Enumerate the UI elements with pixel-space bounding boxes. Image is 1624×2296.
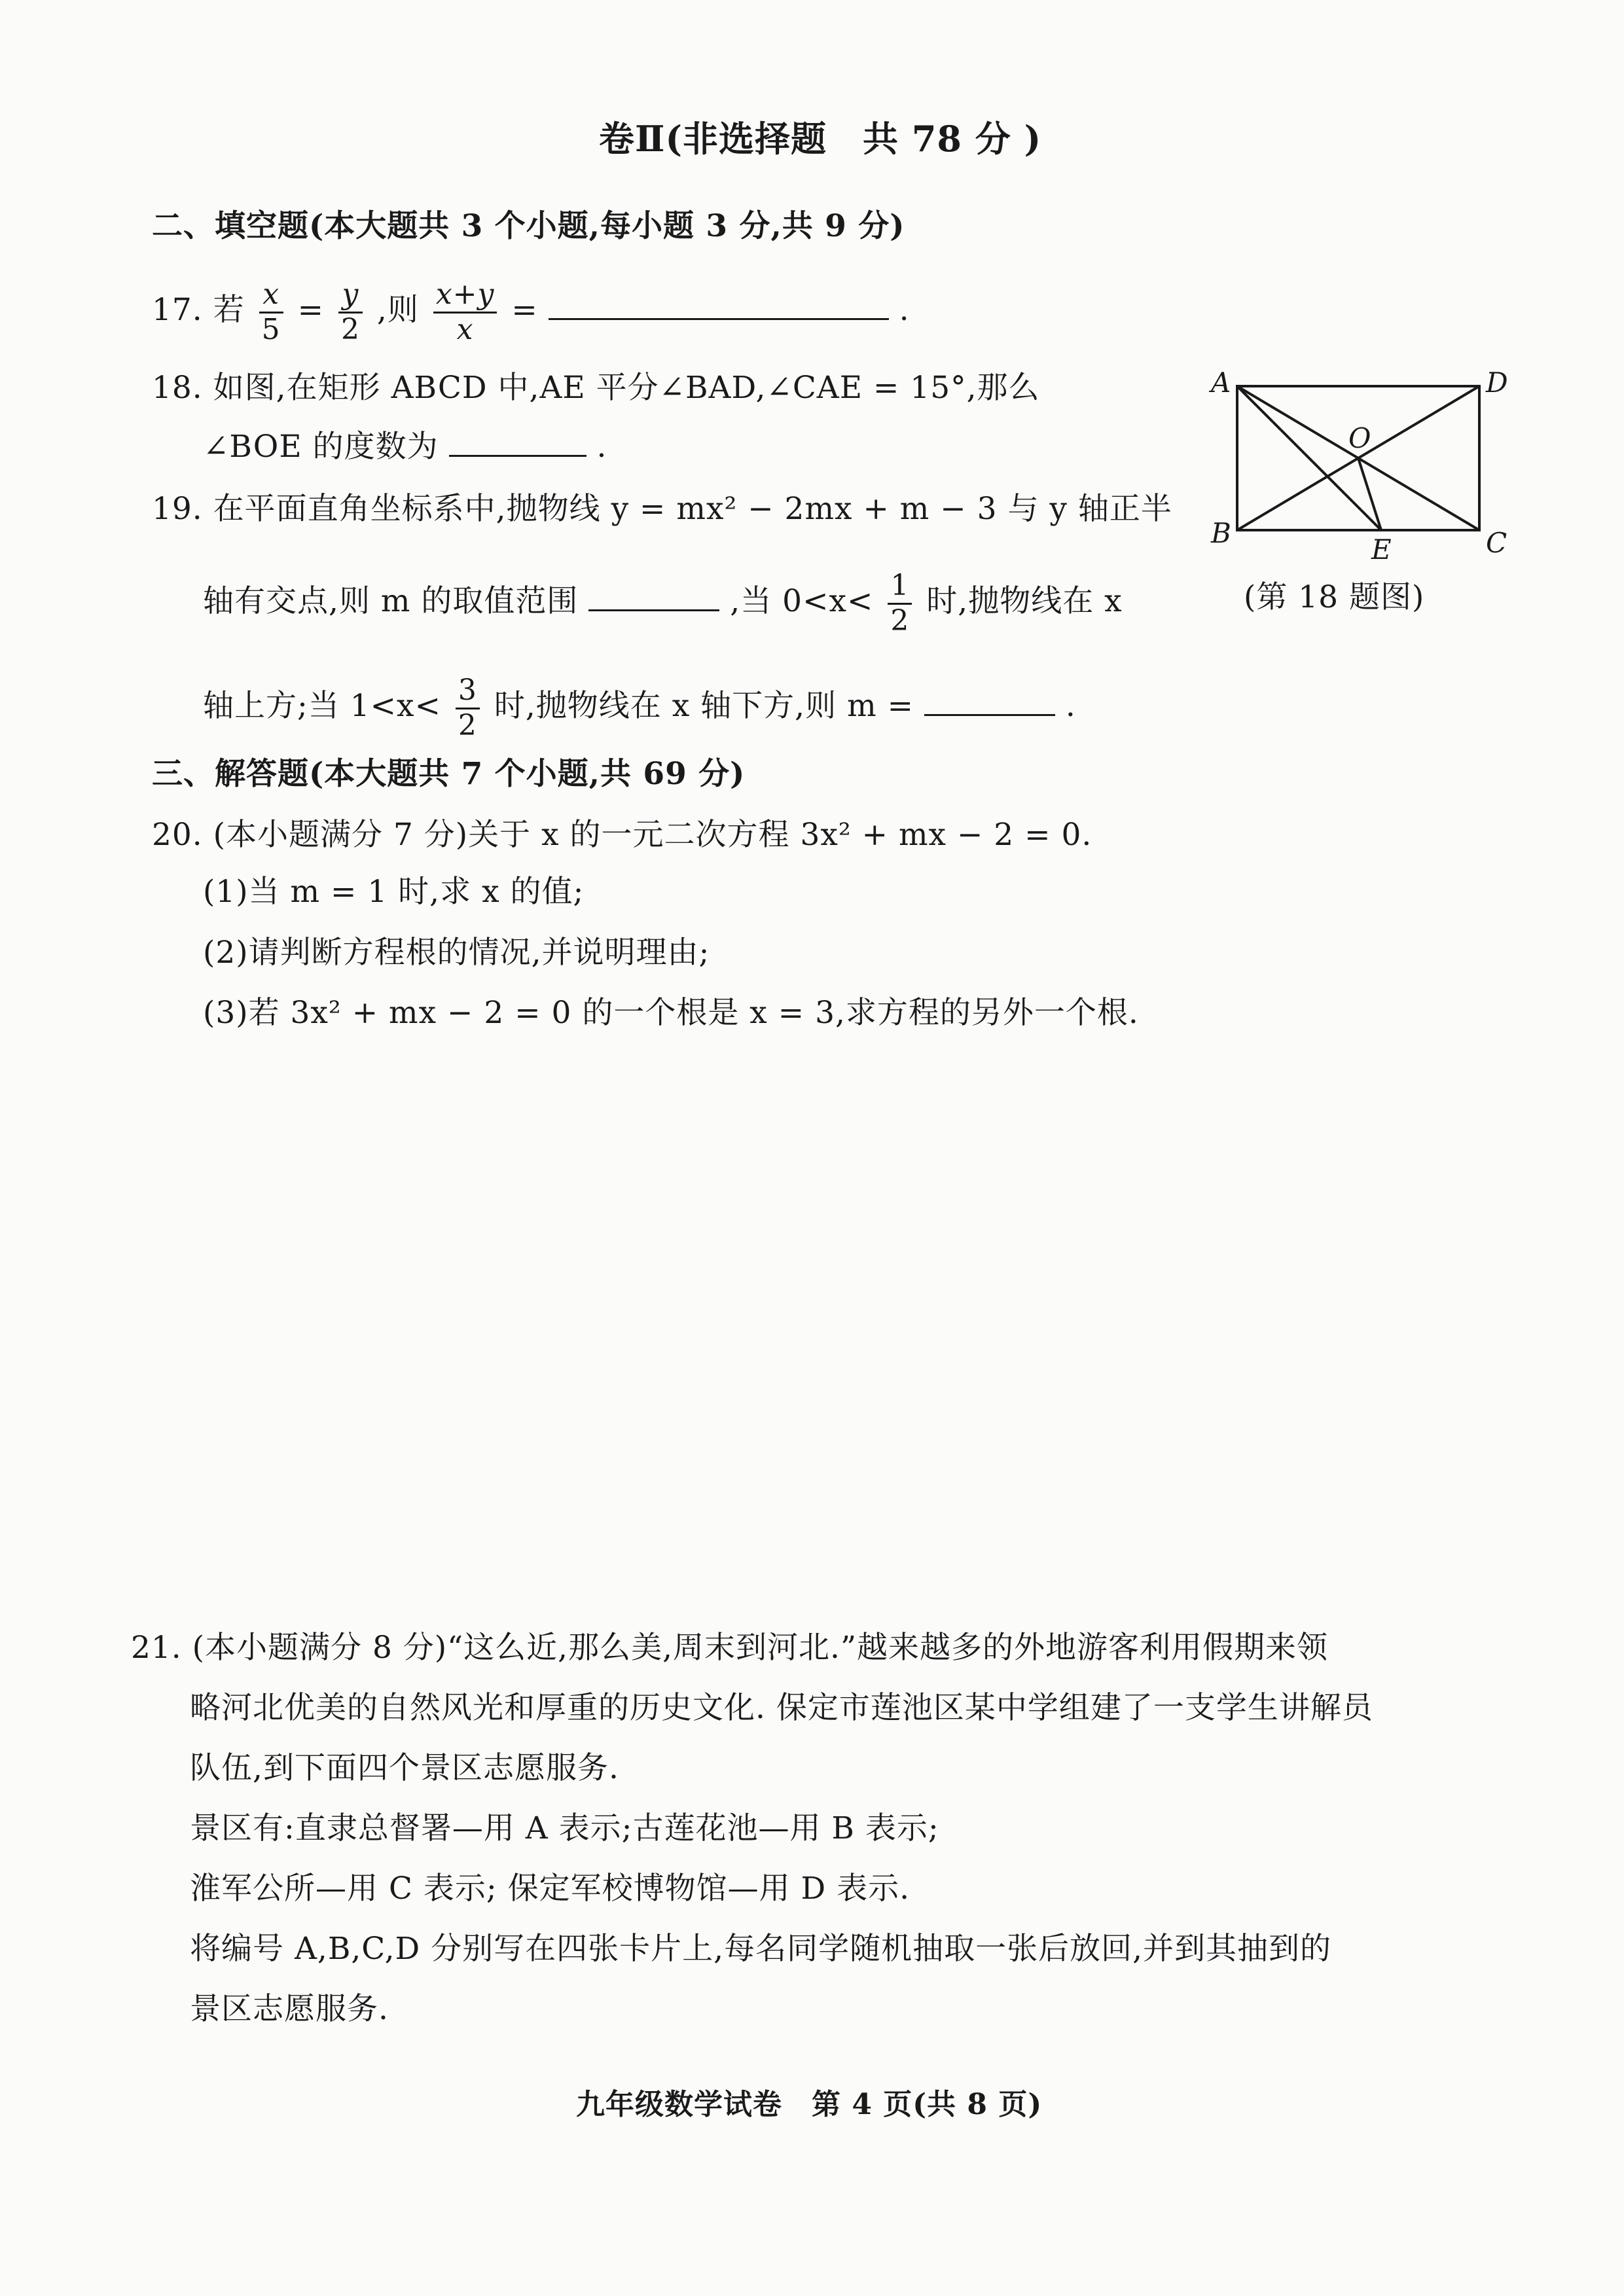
q17-ruo: 若 bbox=[213, 292, 245, 329]
label-e: E bbox=[1371, 533, 1392, 565]
q19-part-d: 轴上方;当 1<x< bbox=[203, 688, 441, 725]
q17-number: 17. bbox=[152, 292, 203, 329]
question-20-part-1: (1)当 m = 1 时,求 x 的值; bbox=[203, 874, 585, 910]
q19-fraction-one-half: $\frac{1}{2}$ bbox=[888, 569, 912, 637]
q17-ze: ,则 bbox=[376, 292, 419, 329]
figure-18-rectangle bbox=[1211, 367, 1508, 565]
question-21-line-7: 景区志愿服务. bbox=[190, 1991, 389, 2027]
question-21-line-5: 淮军公所—用 C 表示; 保定军校博物馆—用 D 表示. bbox=[190, 1871, 911, 1907]
question-19-line-2 bbox=[203, 569, 1123, 637]
question-17 bbox=[152, 278, 910, 346]
figure-18-svg bbox=[1211, 367, 1499, 563]
section-fill-blank-heading: 二、填空题(本大题共 3 个小题,每小题 3 分,共 9 分) bbox=[152, 208, 905, 244]
question-18-line-1: 18. 如图,在矩形 ABCD 中,AE 平分∠BAD,∠CAE = 15°,那么 bbox=[152, 370, 1040, 406]
section-solve-heading: 三、解答题(本大题共 7 个小题,共 69 分) bbox=[152, 756, 746, 792]
question-21-line-4: 景区有:直隶总督署—用 A 表示;古莲花池—用 B 表示; bbox=[190, 1810, 939, 1846]
figure-18-caption: (第 18 题图) bbox=[1244, 579, 1425, 615]
q19-part-b: ,当 0<x< bbox=[730, 583, 874, 620]
q19-range-blank[interactable] bbox=[588, 601, 719, 611]
q17-answer-blank[interactable] bbox=[549, 310, 889, 320]
label-d: D bbox=[1486, 367, 1508, 399]
question-18-line-2 bbox=[203, 429, 607, 465]
q17-equals-1: = bbox=[297, 292, 324, 329]
question-19-line-3 bbox=[203, 674, 1076, 742]
label-o: O bbox=[1348, 422, 1371, 454]
q19-part-e: 时,抛物线在 x 轴下方,则 m = bbox=[494, 688, 914, 725]
question-20-part-2: (2)请判断方程根的情况,并说明理由; bbox=[203, 935, 710, 971]
q18-answer-blank[interactable] bbox=[449, 447, 586, 457]
label-c: C bbox=[1486, 527, 1507, 559]
q19-end: . bbox=[1065, 688, 1076, 725]
q17-end: . bbox=[899, 292, 910, 329]
q18-end: . bbox=[596, 429, 607, 465]
page-footer: 九年级数学试卷 第 4 页(共 8 页) bbox=[576, 2088, 1043, 2121]
question-20-stem: 20. (本小题满分 7 分)关于 x 的一元二次方程 3x² + mx − 2 = 0. bbox=[152, 817, 1092, 853]
q17-fraction-y-over-2: $\frac{y}{2}$ bbox=[338, 278, 363, 346]
q19-m-blank[interactable] bbox=[924, 706, 1055, 716]
label-a: A bbox=[1211, 367, 1231, 399]
question-21-line-1: 21. (本小题满分 8 分)“这么近,那么美,周末到河北.”越来越多的外地游客利用假期来领 bbox=[131, 1630, 1329, 1666]
label-b: B bbox=[1211, 517, 1231, 549]
q19-part-c: 时,抛物线在 x bbox=[926, 583, 1123, 620]
q17-fraction-sum-over-x: $\frac{x+y}{x}$ bbox=[433, 278, 497, 346]
q19-fraction-three-halves: $\frac{3}{2}$ bbox=[456, 674, 480, 742]
q19-part-a: 轴有交点,则 m 的取值范围 bbox=[203, 583, 579, 620]
question-20-part-3: (3)若 3x² + mx − 2 = 0 的一个根是 x = 3,求方程的另外一个根. bbox=[203, 995, 1139, 1031]
question-21-line-3: 队伍,到下面四个景区志愿服务. bbox=[190, 1750, 619, 1786]
q18-prompt: ∠BOE 的度数为 bbox=[203, 429, 439, 465]
q17-fraction-x-over-5: $\frac{x}{5}$ bbox=[259, 278, 283, 346]
question-19-line-1: 19. 在平面直角坐标系中,抛物线 y = mx² − 2mx + m − 3 与 y 轴正半 bbox=[152, 491, 1172, 527]
paper-title: 卷Ⅱ(非选择题 共 78 分 ) bbox=[599, 118, 1042, 160]
question-21-line-2: 略河北优美的自然风光和厚重的历史文化. 保定市莲池区某中学组建了一支学生讲解员 bbox=[190, 1690, 1373, 1726]
q17-equals-2: = bbox=[511, 292, 538, 329]
question-21-line-6: 将编号 A,B,C,D 分别写在四张卡片上,每名同学随机抽取一张后放回,并到其抽到的 bbox=[190, 1931, 1332, 1967]
